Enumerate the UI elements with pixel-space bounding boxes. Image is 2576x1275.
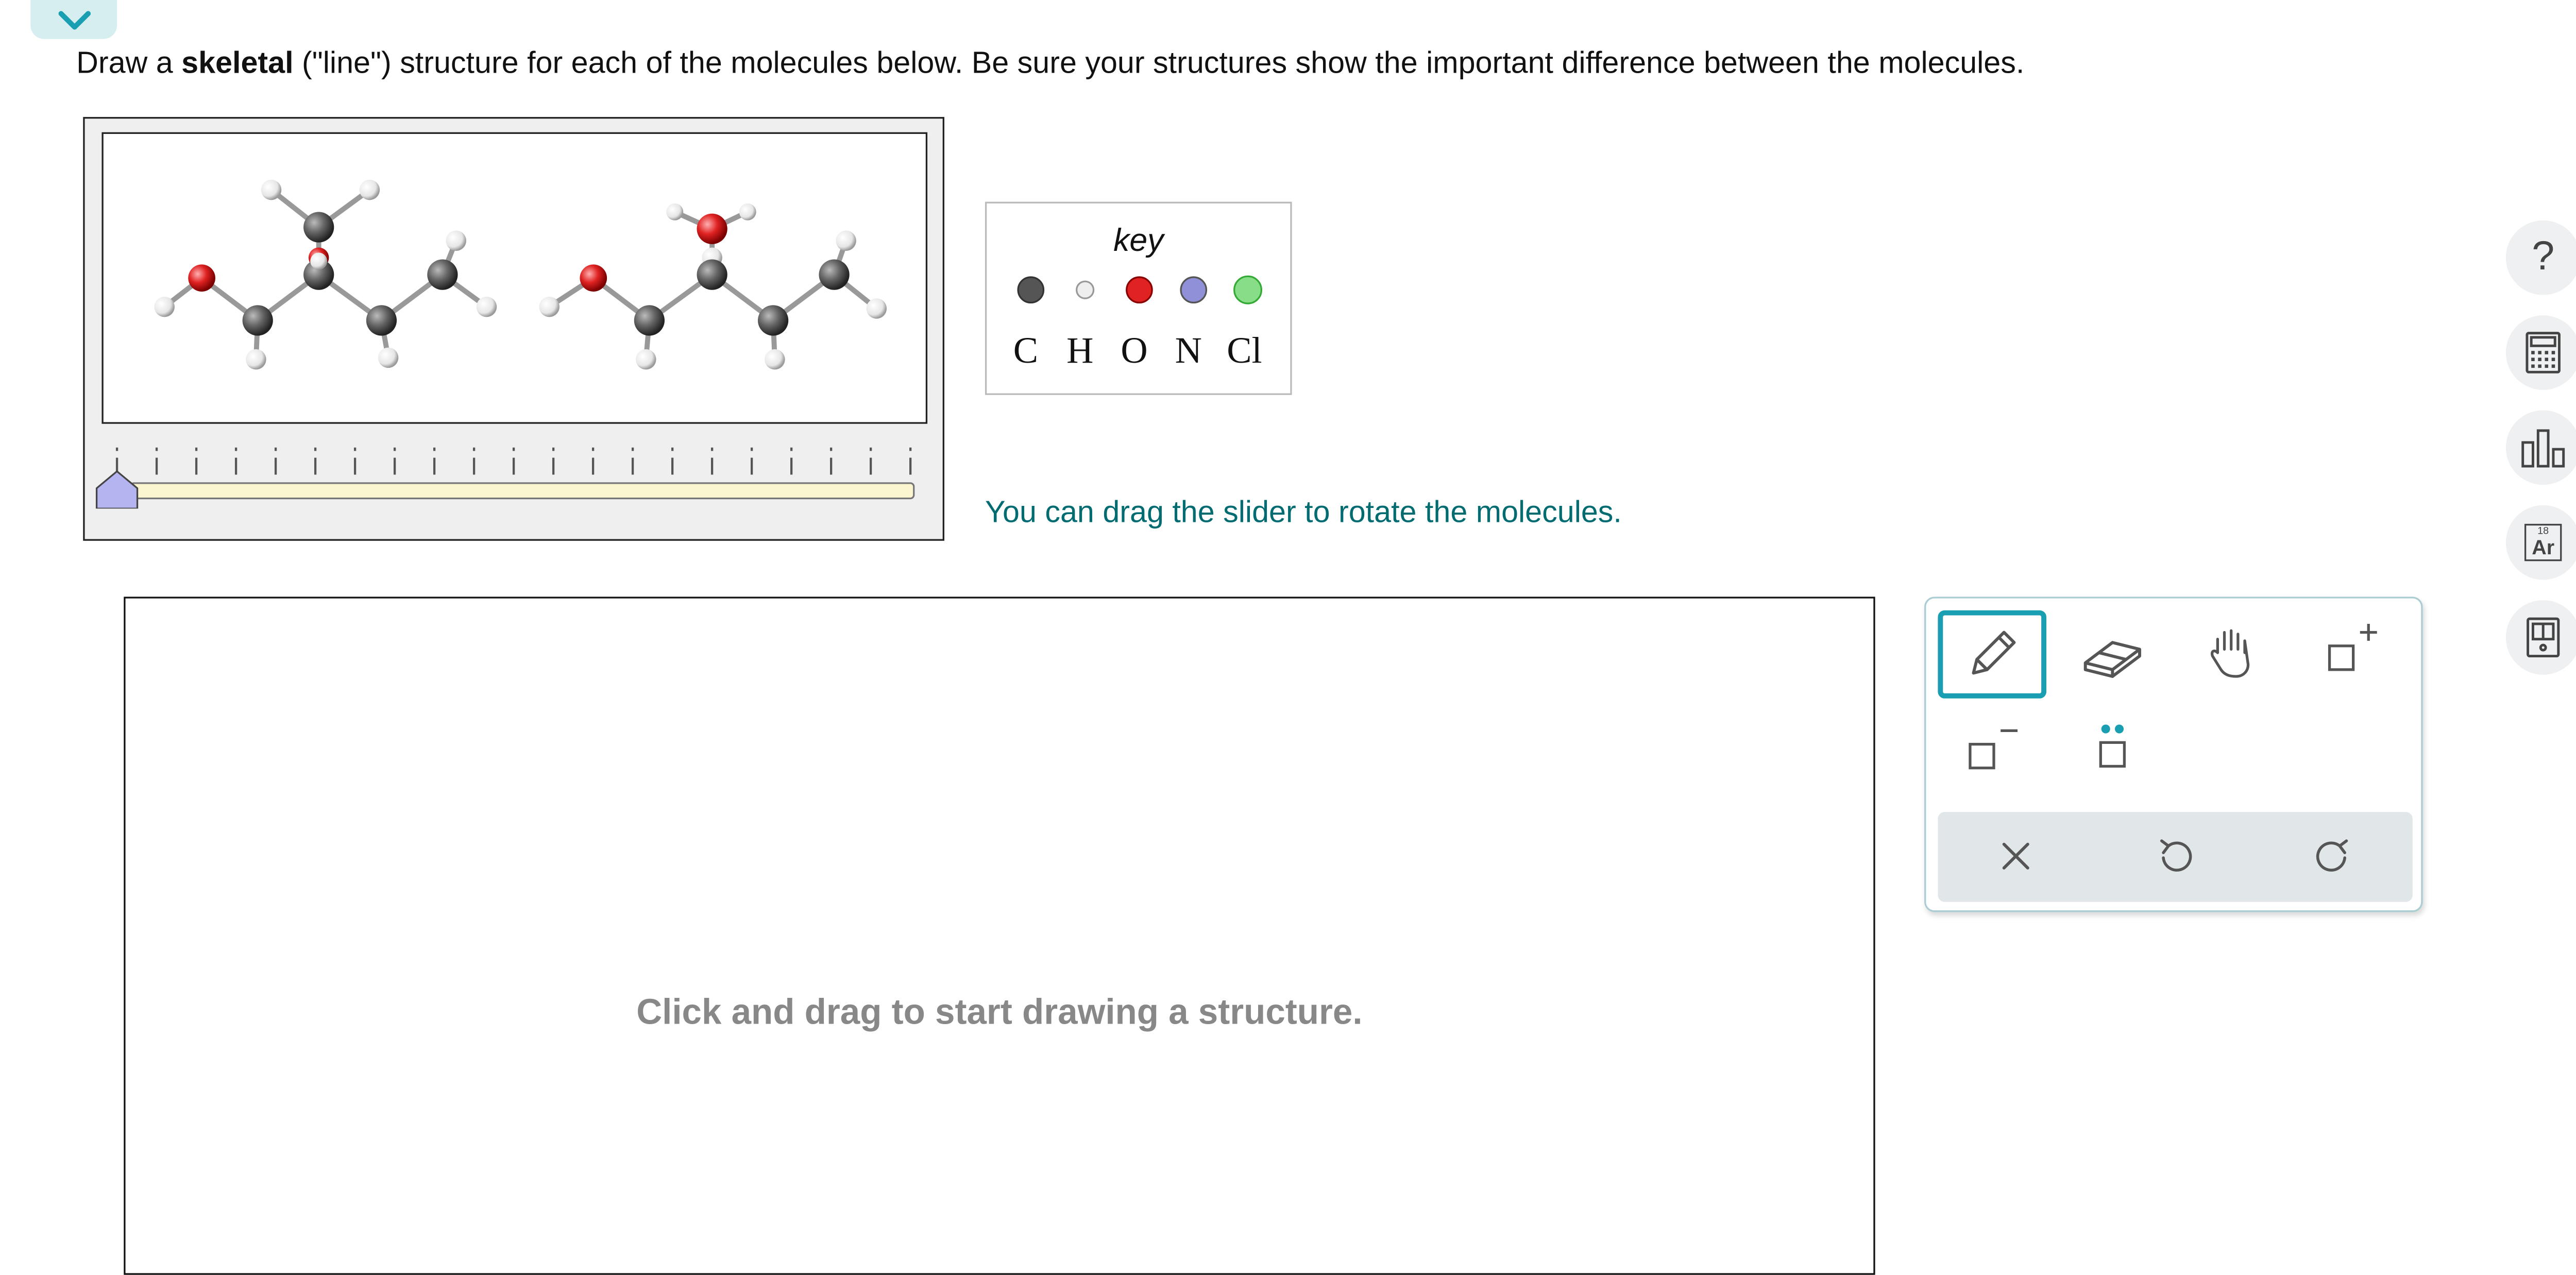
eraser-tool-button[interactable] [2062, 612, 2163, 693]
reference-button[interactable] [2506, 600, 2576, 675]
add-charge-button[interactable] [2299, 612, 2400, 693]
undo-button[interactable] [2124, 815, 2226, 897]
atomic-number: 18 [2537, 527, 2549, 538]
close-icon [1999, 839, 2033, 873]
redo-button[interactable] [2282, 815, 2383, 897]
pan-tool-button[interactable] [2182, 612, 2283, 693]
key-swatch-o [1127, 277, 1152, 302]
question-instruction [76, 46, 2024, 81]
molecule-3d-view [101, 132, 927, 424]
add-charge-icon [2319, 622, 2380, 683]
element-symbol: Ar [2532, 535, 2555, 559]
key-label-h: H [1066, 329, 1094, 371]
periodic-table-icon [2524, 524, 2562, 561]
data-chart-button[interactable] [2506, 410, 2576, 485]
pencil-tool-button[interactable] [1938, 610, 2046, 699]
canvas-placeholder: Click and drag to start drawing a structure. [636, 993, 1363, 1033]
key-swatch-c [1018, 277, 1043, 302]
pencil-icon [1960, 622, 2024, 687]
periodic-table-button[interactable] [2506, 505, 2576, 580]
molecule-models [104, 134, 927, 424]
key-swatch-h [1077, 281, 1094, 298]
help-button[interactable] [2506, 220, 2576, 295]
slider-hint: You can drag the slider to rotate the molecules. [985, 495, 1622, 529]
key-label-n: N [1175, 329, 1202, 371]
remove-charge-icon [1960, 721, 2021, 781]
instruction-text-rest: ("line") structure for each of the molecules below. Be sure your structures show the important difference between the molecules. [293, 45, 2025, 80]
key-label-o: O [1121, 329, 1148, 371]
calculator-button[interactable] [2506, 315, 2576, 390]
book-icon [2524, 616, 2562, 660]
key-label-cl: Cl [1227, 329, 1262, 371]
instruction-bold-term: skeletal [181, 45, 294, 80]
bar-chart-icon [2519, 426, 2567, 470]
rotation-slider[interactable] [93, 441, 919, 509]
element-color-key [985, 202, 1292, 395]
undo-icon [2155, 836, 2196, 876]
slider-thumb[interactable] [97, 471, 138, 508]
key-swatch-n [1181, 277, 1206, 302]
drawing-toolbar [1924, 597, 2422, 912]
collapse-button[interactable] [30, 0, 117, 39]
instruction-text: Draw a [76, 45, 182, 80]
key-label-c: C [1013, 329, 1039, 371]
key-title: key [1113, 224, 1164, 260]
key-swatch-cl [1234, 276, 1262, 303]
slider-ticks [117, 448, 910, 475]
action-bar [1938, 812, 2412, 902]
chevron-down-icon [55, 8, 92, 31]
lone-pair-button[interactable] [2062, 710, 2163, 792]
remove-charge-button[interactable] [1940, 710, 2041, 792]
help-icon: ? [2532, 234, 2555, 280]
clear-button[interactable] [1965, 815, 2066, 897]
drawing-canvas[interactable] [124, 597, 1875, 1274]
hand-icon [2204, 622, 2262, 683]
slider-track[interactable] [130, 483, 913, 499]
key-color-swatches [1015, 275, 1270, 305]
eraser-icon [2079, 622, 2147, 683]
redo-icon [2313, 836, 2353, 876]
calculator-icon [2524, 331, 2562, 375]
lone-pair-icon [2082, 721, 2143, 781]
